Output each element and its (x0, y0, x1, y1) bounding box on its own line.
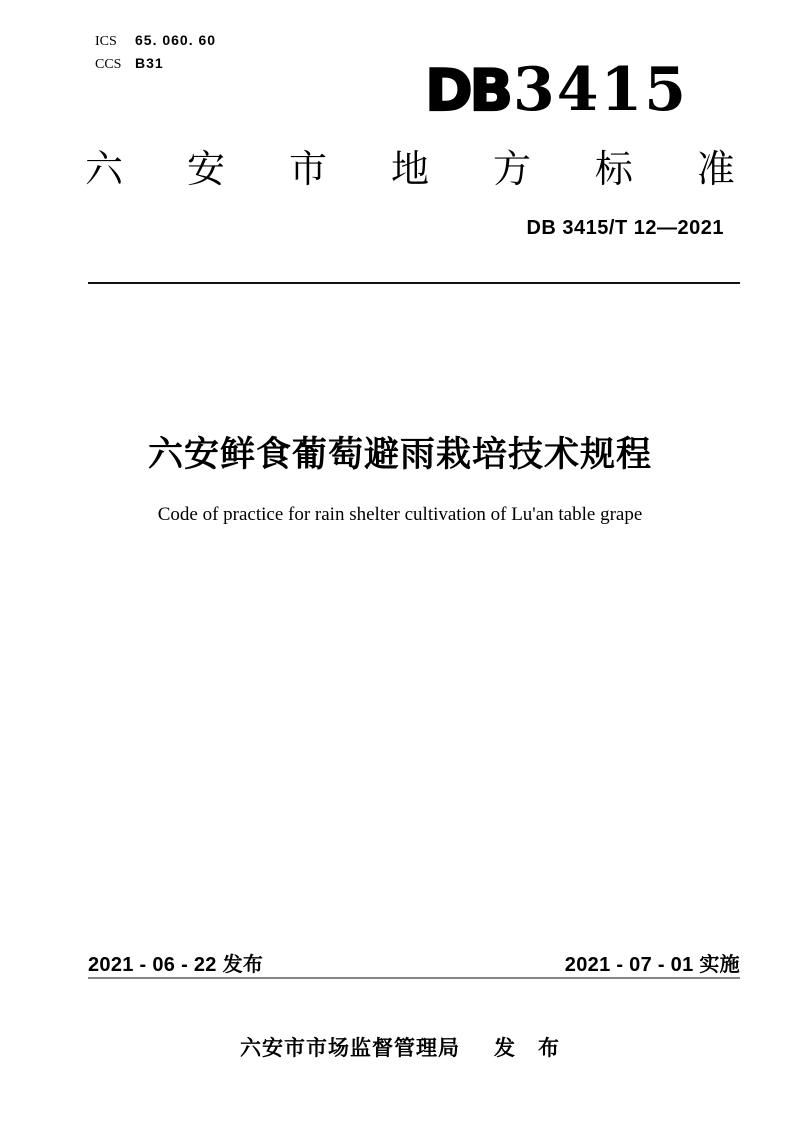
header-divider-line (88, 282, 740, 284)
standard-name-char: 安 (186, 149, 225, 191)
ics-value: 65. 060. 60 (135, 32, 217, 48)
db-logo-region-number: 3415 (513, 55, 688, 125)
standard-name-char: 准 (696, 149, 735, 191)
standard-name-char: 六 (85, 149, 124, 191)
standard-name-char: 地 (390, 149, 429, 191)
publisher-line (0, 1032, 800, 1062)
publisher-org: 六安市市场监督管理局 (240, 1037, 460, 1060)
db-standard-logo (425, 55, 688, 125)
classification-block (95, 32, 216, 78)
ccs-row (95, 55, 216, 78)
dates-row (88, 948, 740, 977)
title-chinese: 六安鲜食葡萄避雨栽培技术规程 (147, 435, 652, 474)
ccs-value: B31 (135, 55, 164, 71)
standard-name-char: 方 (492, 149, 531, 191)
standard-name-row (85, 151, 735, 189)
ics-label: ICS (95, 34, 117, 49)
publish-label: 发 布 (494, 1037, 560, 1060)
issue-date: 2021 - 06 - 22 发布 (88, 954, 264, 976)
standard-name-char: 标 (594, 149, 633, 191)
implement-date: 2021 - 07 - 01 实施 (564, 954, 740, 976)
document-number: DB 3415/T 12—2021 (526, 217, 724, 239)
footer-divider-line (88, 977, 740, 979)
db-logo-prefix: DB (425, 58, 510, 124)
ics-row (95, 32, 216, 55)
title-english: Code of practice for rain shelter cultivation of Lu'an table grape (157, 504, 643, 525)
ccs-label: CCS (95, 57, 122, 72)
standard-name-char: 市 (288, 149, 327, 191)
